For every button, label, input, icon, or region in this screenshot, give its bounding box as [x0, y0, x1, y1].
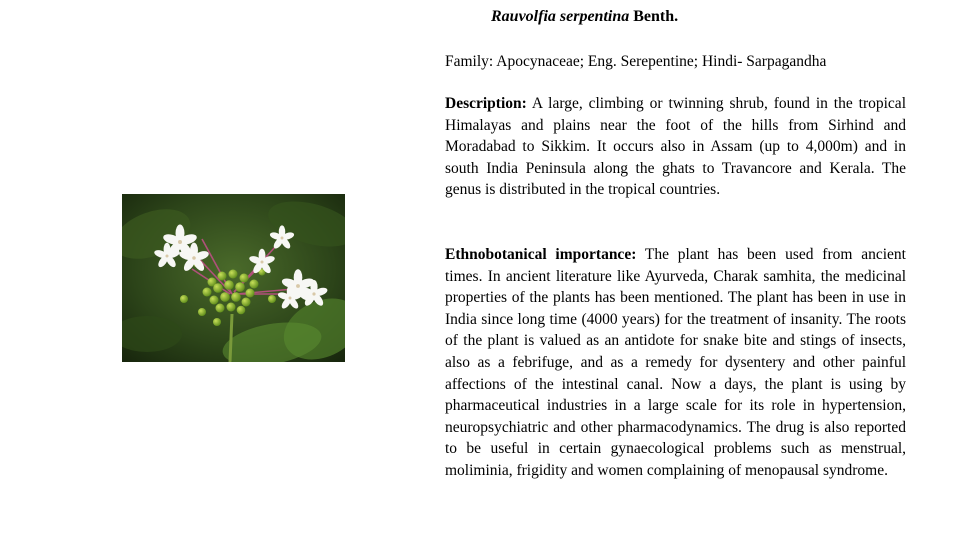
- ethnobotanical-paragraph: [445, 244, 906, 482]
- description-paragraph: [445, 93, 906, 201]
- scientific-name: Rauvolfia serpentina: [491, 8, 630, 25]
- description-text: A large, climbing or twinning shrub, found in the tropical Himalayas and plains near the foot of the hills from Sirhind and Moradabad to Sikkim. It occurs also in Assam (up to 4,000m) and in south India Peninsula along the ghats to Travancore and Kerala. The genus is distributed in the tropical countries.: [445, 95, 906, 199]
- species-authority: Benth.: [633, 8, 679, 25]
- description-label: Description:: [445, 95, 527, 112]
- ethnobotanical-text: The plant has been used from ancient times. In ancient literature like Ayurveda, Charak samhita, the medicinal properties of the plants has been mentioned. The plant has been in use in India since long time (4000 years) for the treatment of insanity. The roots of the plant is valued as an antidote for snake bite and stings of insects, also as a febrifuge, and as a remedy for dysentery and other painful affections of the intestinal canal. Now a days, the plant is using by pharmaceutical industries in a large scale for its role in hypertension, neuropsychiatric and other pharmacodynamics. The drug is also reported to be useful in certain gynaecological problems such as menstrual, moliminia, frigidity and women complaining of menopausal syndrome.: [445, 246, 906, 479]
- family-line: Family: Apocynaceae; Eng. Serepentine; Hindi- Sarpagandha: [445, 53, 827, 70]
- page-title: [491, 7, 678, 27]
- plant-photo: [122, 194, 345, 362]
- ethnobotanical-label: Ethnobotanical importance:: [445, 246, 637, 263]
